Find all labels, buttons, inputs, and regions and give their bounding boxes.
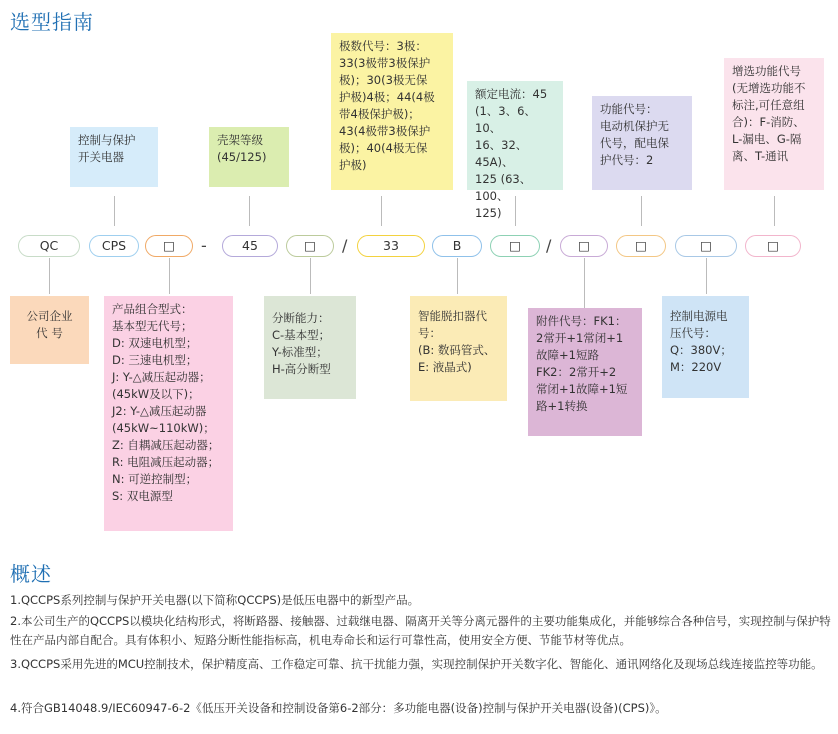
box-company-code: 公司企业 代 号	[10, 296, 89, 364]
connector-line	[169, 258, 170, 294]
box-rated-current: 额定电流：45 (1、3、6、10、 16、32、45A)、 125 (63、100、 125)	[467, 81, 563, 190]
box-function-code: 功能代号： 电动机保护无 代号，配电保 护代号：2	[592, 96, 692, 190]
box-frame-grade: 壳架等级 (45/125)	[209, 127, 289, 187]
connector-line	[310, 258, 311, 294]
connector-line	[515, 196, 516, 226]
box-product-type: 产品组合型式： 基本型无代号； D: 双速电机型； D: 三速电机型； J: Y-△减压起动器； (45kW及以下)； J2: Y-△减压起动器 (45kW~110kW)； Z: 自耦减压起动器； R: 电阻减压起动器； N: 可逆控制型； S: 双电源型	[104, 296, 233, 531]
connector-line	[457, 258, 458, 294]
box-control-switch: 控制与保护 开关电器	[70, 127, 158, 187]
connector-line	[774, 196, 775, 226]
connector-line	[49, 258, 50, 294]
overview-paragraph: 4.符合GB14048.9/IEC60947-6-2《低压开关设备和控制设备第6-2部分：多功能电器(设备)控制与保护开关电器(设备)(CPS)》。	[10, 701, 667, 715]
code-pill-extra: □	[745, 235, 801, 257]
code-pill-function: □	[616, 235, 666, 257]
box-intelligent-release: 智能脱扣器代 号： (B: 数码管式、 E: 液晶式)	[410, 296, 507, 401]
code-pill-current: □	[490, 235, 540, 257]
code-slash-2: /	[546, 236, 552, 255]
code-pill-poles: 33	[357, 235, 425, 257]
code-pill-accessory: □	[560, 235, 608, 257]
code-slash-1: /	[342, 236, 348, 255]
code-pill-frame: 45	[222, 235, 278, 257]
box-control-voltage: 控制电源电 压代号： Q：380V； M：220V	[662, 296, 749, 398]
code-pill-cps: CPS	[89, 235, 139, 257]
connector-line	[381, 196, 382, 226]
code-pill-company: QC	[18, 235, 80, 257]
overview-paragraph: 2.本公司生产的QCCPS以模块化结构形式，将断路器、接触器、过载继电器、隔离开关等分离元器件的主要功能集成化，并能够综合各种信号，实现控制与保护特性在产品内部自配合。具有体积小、短路分断性能指标高，机电寿命长和运行可靠性高，使用安全方便、节能节材等优点。	[10, 614, 831, 647]
code-pill-release: B	[432, 235, 482, 257]
code-pill-product: □	[145, 235, 193, 257]
overview-paragraph: 3.QCCPS采用先进的MCU控制技术，保护精度高、工作稳定可靠、抗干扰能力强，实现控制保护开关数字化、智能化、通讯网络化及现场总线连接监控等功能。	[10, 657, 823, 671]
box-extra-function: 增选功能代号 (无增选功能不 标注,可任意组 合)：F-消防、 L-漏电、G-隔 离、T-通讯	[724, 58, 824, 190]
overview-paragraph: 1.QCCPS系列控制与保护开关电器(以下简称QCCPS)是低压电器中的新型产品。	[10, 593, 420, 607]
connector-line	[706, 258, 707, 294]
code-pill-breaking: □	[286, 235, 334, 257]
box-pole-code: 极数代号：3极： 33(3极带3极保护 极)；30(3极无保 护极)4极；44(4极 带4极保护极)； 43(4极带3极保护 极)；40(4极无保 护极)	[331, 33, 453, 190]
connector-line	[114, 196, 115, 226]
connector-line	[584, 258, 585, 308]
code-dash: -	[201, 236, 207, 255]
box-breaking-capacity: 分断能力： C-基本型； Y-标准型； H-高分断型	[264, 296, 356, 399]
box-accessory-code: 附件代号：FK1： 2常开+1常闭+1 故障+1短路 FK2：2常开+2 常闭+1故障+1短 路+1转换	[528, 308, 642, 436]
code-pill-voltage: □	[675, 235, 737, 257]
selection-guide-heading: 选型指南	[10, 10, 94, 34]
connector-line	[641, 196, 642, 226]
connector-line	[249, 196, 250, 226]
overview-heading: 概述	[10, 562, 52, 586]
